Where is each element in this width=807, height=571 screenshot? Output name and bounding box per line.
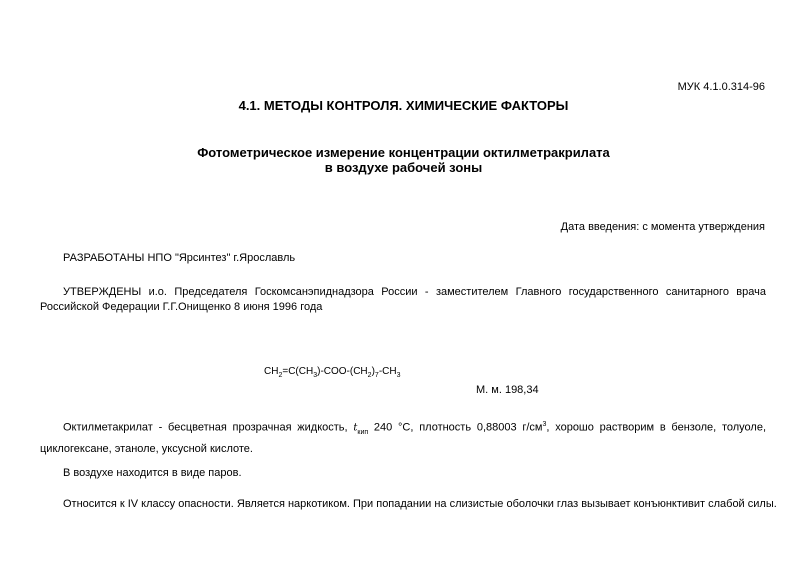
- formula-subscript: 2: [367, 372, 372, 379]
- formula-subscript: 3: [313, 372, 318, 379]
- description-text: 240 °С, плотность 0,88003 г/см: [373, 421, 543, 434]
- document-code: МУК 4.1.0.314-96: [677, 81, 765, 93]
- document-title: [0, 145, 807, 175]
- approved-by-paragraph: УТВЕРЖДЕНЫ и.о. Председателя Госкомсанэпиднадзора России - заместителем Главного государственного санитарного врача Российской Федерации Г.Г.Онищенко 8 июня 1996 года: [40, 286, 766, 313]
- description-paragraph: [40, 416, 766, 458]
- document-title-line-2: в воздухе рабочей зоны: [324, 160, 483, 175]
- formula-part: )-COO-(CH: [317, 366, 368, 377]
- density-unit-superscript: 3: [542, 421, 547, 428]
- developed-by-paragraph: РАЗРАБОТАНЫ НПО "Ярсинтез" г.Ярославль: [63, 252, 296, 264]
- formula-part: CH: [264, 366, 279, 377]
- formula-part: -CH: [378, 366, 397, 377]
- hazard-paragraph: Относится к IV классу опасности. Является наркотиком. При попадании на слизистые оболочки глаз вызывает конъюнктивит слабой силы.: [63, 498, 777, 510]
- description-text: , хорошо растворим в бензоле, толуоле, циклогексане, этаноле, уксусной кислоте.: [40, 421, 766, 455]
- formula-subscript: 2: [278, 372, 283, 379]
- section-title: 4.1. МЕТОДЫ КОНТРОЛЯ. ХИМИЧЕСКИЕ ФАКТОРЫ: [238, 98, 569, 113]
- document-title-line-1: Фотометрическое измерение концентрации октилметракрилата: [197, 145, 610, 160]
- formula-part: =C(CH: [282, 366, 314, 377]
- formula-subscript: 3: [396, 372, 401, 379]
- boiling-point-subscript: кип: [357, 428, 369, 436]
- formula-subscript: 7: [374, 372, 379, 379]
- boiling-point-symbol: t: [353, 422, 358, 434]
- description-text: Октилметакрилат - бесцветная прозрачная жидкость,: [63, 421, 348, 434]
- formula-part: ): [371, 366, 375, 377]
- molar-mass: М. м. 198,34: [476, 384, 539, 396]
- chemical-formula: [264, 366, 401, 379]
- state-paragraph: В воздухе находится в виде паров.: [63, 467, 242, 479]
- introduction-date: Дата введения: с момента утверждения: [560, 221, 765, 233]
